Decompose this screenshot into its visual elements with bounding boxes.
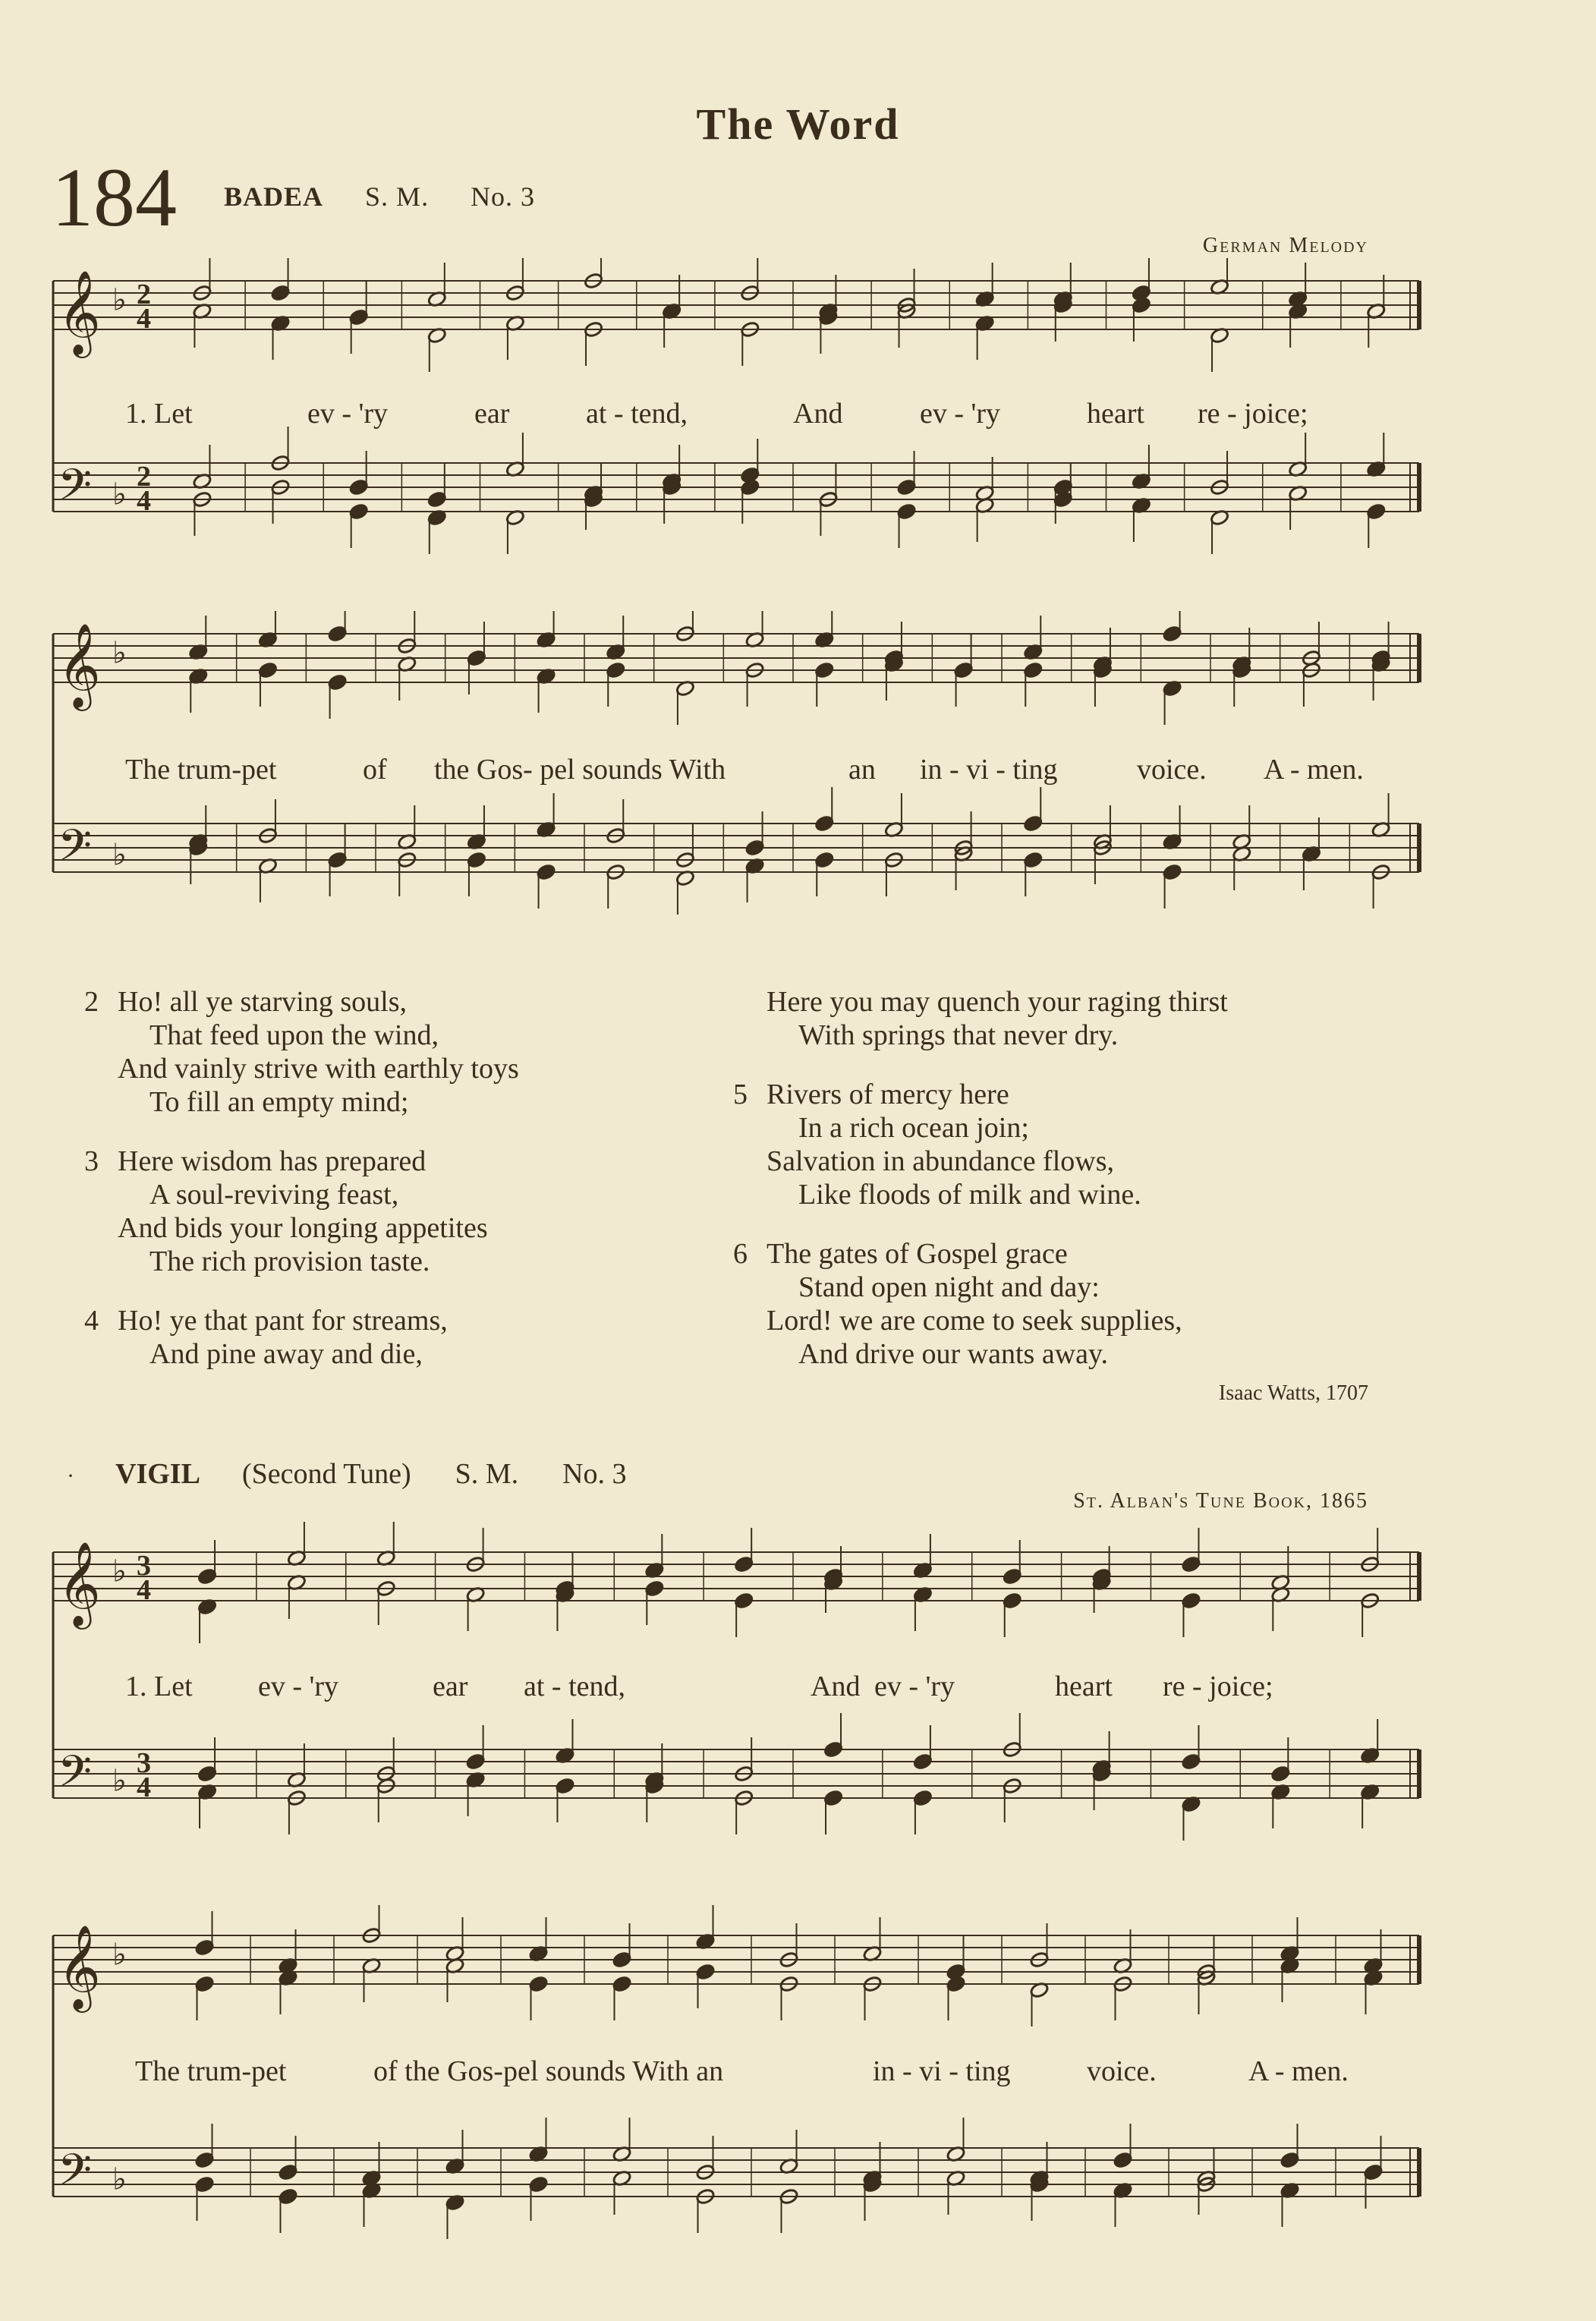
lyric-word: voice. [1087,2055,1157,2087]
tune-heading [115,1457,671,1491]
verse-number: 5 [733,1079,748,1110]
verse-line: The rich provision taste. [150,1246,430,1277]
lyric-word: the Gos- pel sounds With [434,754,726,786]
lyric-word: ev - 'ry [920,398,1001,430]
treble-clef-icon: 𝄞 [58,1924,101,2009]
bass-staff [53,787,1419,915]
lyrics-line [0,2055,1596,2093]
bass-clef-icon: 𝄢 [58,820,93,882]
verse-line: Rivers of mercy here [767,1079,1009,1110]
lyric-word: The trum-pet [125,754,277,786]
lyric-word: 1. Let [125,1671,193,1702]
verse-line: Lord! we are come to seek supplies, [767,1305,1182,1337]
tune-name: BADEA [224,181,324,212]
lyric-word: heart [1055,1671,1113,1702]
lyric-word: heart [1087,398,1144,430]
lyric-word: re - joice; [1198,398,1308,430]
verse-number: 3 [84,1145,99,1177]
bass-clef-icon: 𝄢 [58,1746,93,1808]
lyric-word: ear [474,398,510,430]
lyric-word: A - men. [1264,754,1364,786]
lyric-word: And [811,1671,861,1702]
verse-line: The gates of Gospel grace [767,1238,1068,1270]
verse-number: 6 [733,1238,748,1270]
section-title: The Word [696,99,900,149]
lyric-word: The trum-pet [135,2055,287,2087]
treble-clef-icon: 𝄞 [58,269,101,354]
verse-number: 2 [84,986,99,1018]
verse-line: Here you may quench your raging thirst [767,986,1228,1018]
lyric-word: of the Gos-pel sounds With an [373,2055,724,2087]
tune-meter: S. M. [365,181,430,212]
lyric-word: at - tend, [524,1671,626,1702]
verse-line: And vainly strive with earthly toys [118,1053,519,1085]
flat-icon: ♭ [112,477,127,512]
lyrics-line [0,397,1596,435]
tune-heading [224,181,577,213]
lyric-word: re - joice; [1163,1671,1273,1702]
treble-clef-icon: 𝄞 [58,622,101,707]
flat-icon: ♭ [112,1763,127,1799]
verse [84,1145,488,1278]
time-signature: 4 [137,1771,151,1803]
verse-line: And pine away and die, [150,1338,423,1370]
verse [767,985,1228,1052]
verse-line: In a rich ocean join; [798,1112,1029,1144]
bass-staff [53,1713,1419,1841]
verse-line: To fill an empty mind; [150,1086,409,1118]
lyric-word: And [793,398,843,430]
verse [84,1304,448,1371]
verse-line: Ho! ye that pant for streams, [118,1305,448,1337]
lyric-word: A - men. [1248,2055,1349,2087]
lyric-word: of [363,754,387,786]
time-signature: 2 [137,461,151,493]
verse-line: Like floods of milk and wine. [798,1179,1141,1211]
lyrics-line [0,753,1596,791]
treble-clef-icon: 𝄞 [58,1541,101,1626]
verse [733,1078,1141,1211]
time-signature: 3 [137,1747,151,1779]
time-signature: 2 [137,279,151,310]
flat-icon: ♭ [112,1937,127,1973]
lyric-word: voice. [1137,754,1207,786]
verse [84,985,519,1119]
tune-subtitle: (Second Tune) [241,1458,411,1490]
verse-line: Stand open night and day: [798,1271,1100,1303]
lyric-word: in - vi - ting [920,754,1058,786]
time-signature: 4 [137,485,151,517]
lyric-word: an [848,754,876,786]
author-attribution: Isaac Watts, 1707 [1218,1381,1368,1405]
bass-clef-icon: 𝄢 [58,459,93,521]
treble-staff [53,1905,1419,2027]
flat-icon: ♭ [112,282,127,318]
verse-line: With springs that never dry. [798,1019,1119,1051]
tune-composer: St. Alban's Tune Book, 1865 [1073,1489,1368,1513]
bass-staff [53,2118,1419,2239]
time-signature: 4 [137,1574,151,1606]
treble-staff [53,258,1419,372]
flat-icon: ♭ [112,2162,127,2197]
bass-staff [53,427,1419,554]
treble-staff [53,1522,1419,1643]
verse-line: That feed upon the wind, [150,1019,439,1051]
lyric-word: ear [433,1671,468,1702]
time-signature: 4 [137,303,151,335]
verse-line: And bids your longing appetites [118,1212,488,1244]
lyric-word: 1. Let [125,398,193,430]
flat-icon: ♭ [112,635,127,671]
tune-number: No. 3 [471,181,536,212]
bass-clef-icon: 𝄢 [58,2144,93,2206]
verse-line: And drive our wants away. [798,1338,1109,1370]
verse-line: Here wisdom has prepared [118,1145,427,1177]
verse-line: Ho! all ye starving souls, [118,986,408,1018]
flat-icon: ♭ [112,1554,127,1589]
lyric-word: ev - 'ry [258,1671,339,1702]
hymn-number: 184 [52,151,177,244]
bullet-mark: · [67,1463,74,1488]
verse [733,1237,1182,1371]
lyric-word: ev - 'ry [307,398,389,430]
tune-name: VIGIL [115,1458,200,1490]
flat-icon: ♭ [112,837,127,873]
verse-line: Salvation in abundance flows, [767,1145,1115,1177]
lyric-word: at - tend, [586,398,688,430]
time-signature: 3 [137,1550,151,1582]
treble-staff [53,611,1419,725]
verse-line: A soul-reviving feast, [150,1179,399,1211]
lyrics-line [0,1670,1596,1708]
verse-number: 4 [84,1305,99,1337]
tune-composer: German Melody [1202,234,1368,257]
lyric-word: ev - 'ry [874,1671,955,1702]
lyric-word: in - vi - ting [873,2055,1011,2087]
tune-meter: S. M. [455,1458,519,1490]
tune-number: No. 3 [562,1458,627,1490]
